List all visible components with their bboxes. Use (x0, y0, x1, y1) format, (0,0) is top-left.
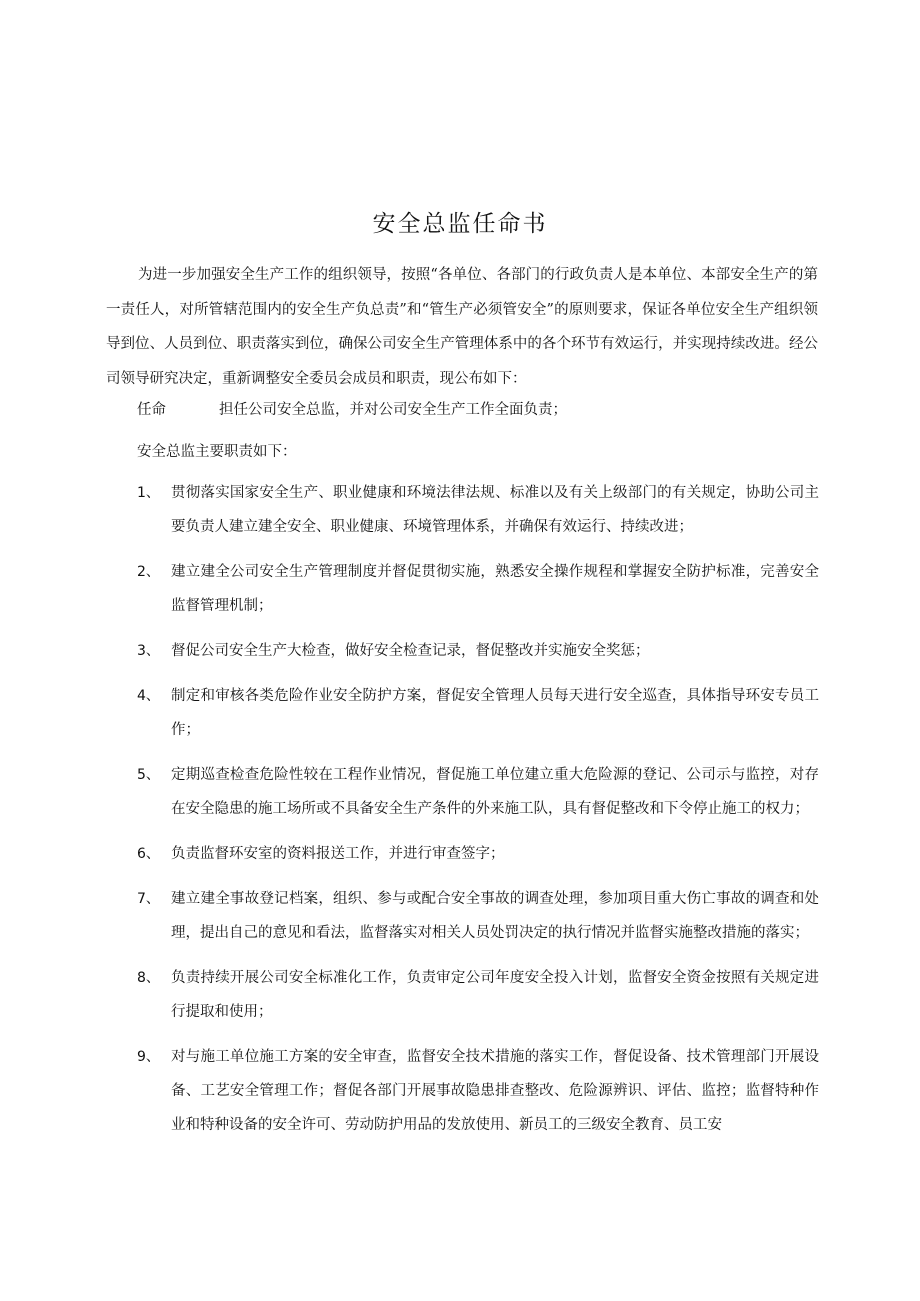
duty-number: 3、 (137, 643, 160, 659)
duty-text-first: 定期巡查检查危险性较在工程作业情况，督促施工单位建立重大危险源的登记、公司示与监控， (171, 767, 790, 783)
appointment-text: 担任公司安全总监，并对公司安全生产工作全面负责； (219, 402, 567, 418)
duty-text-first: 建立建全事故登记档案，组织、参与或配合安全事故的调查处理，参加项目重大伤亡事故的调查 (171, 891, 790, 907)
duty-text-rest: 安全监督管理机制； (171, 564, 819, 614)
duty-item (137, 476, 819, 544)
appointment-label: 任命 (137, 402, 166, 418)
duty-text-first: 负责监督环安室的资料报送工作，并进行审查签字； (171, 846, 505, 862)
duty-item (137, 555, 819, 623)
duties-list (137, 476, 819, 1153)
duty-text-rest: 司主要负责人建立建全安全、职业健康、环境管理体系，并确保有效运行、持续改进； (171, 485, 819, 535)
duty-item (137, 961, 819, 1029)
duty-text-first: 负责持续开展公司安全标准化工作，负责审定公司年度安全投入计划，监督安全资金按照有关规 (171, 970, 790, 986)
duty-item (137, 634, 819, 668)
duty-number: 4、 (137, 688, 160, 704)
appointment-line (137, 394, 817, 426)
duty-item (137, 679, 819, 747)
duty-item (137, 837, 819, 871)
duty-text-rest: 展设备、工艺安全管理工作；督促各部门开展事故隐患排查整改、危险源辨识、评估、监控；监督特种作业和特种设备的安全许可、劳动防护用品的发放使用、新员工的三级安全教育、员工安 (171, 1049, 819, 1133)
duty-number: 1、 (137, 485, 160, 501)
duty-item (137, 882, 819, 950)
duty-number: 7、 (137, 891, 160, 907)
duty-text-first: 建立建全公司安全生产管理制度并督促贯彻实施，熟悉安全操作规程和掌握安全防护标准，完善 (171, 564, 790, 580)
duty-text-first: 贯彻落实国家安全生产、职业健康和环境法律法规、标准以及有关上级部门的有关规定，协助公 (171, 485, 790, 501)
duties-heading: 安全总监主要职责如下： (137, 444, 297, 460)
intro-paragraph: 为进一步加强安全生产工作的组织领导，按照“各单位、各部门的行政负责人是本单位、本部安全生产的第一责任人，对所管辖范围内的安全生产负总责”和“管生产必须管安全”的原则要求，保证各单位安全生产组织领导到位、人员到位、职责落实到位，确保公司安全生产管理体系中的各个环节有效运行，并实现持续改进。经公司领导研究决定，重新调整安全委员会成员和职责，现公布如下： (106, 267, 818, 387)
duty-item (137, 1040, 819, 1142)
duty-number: 2、 (137, 564, 160, 580)
duty-number: 8、 (137, 970, 160, 986)
duty-text-first: 督促公司安全生产大检查，做好安全检查记录，督促整改并实施安全奖惩； (171, 643, 650, 659)
duty-number: 9、 (137, 1049, 160, 1065)
duty-text-first: 制定和审核各类危险作业安全防护方案，督促安全管理人员每天进行安全巡查，具体指导环安专 (171, 688, 790, 704)
duty-text-first: 对与施工单位施工方案的安全审查，监督安全技术措施的落实工作，督促设备、技术管理部门开 (171, 1049, 790, 1065)
duty-text-rest: 和处理，提出自己的意见和看法，监督落实对相关人员处罚决定的执行情况并监督实施整改措施的落实； (171, 891, 819, 941)
duty-number: 5、 (137, 767, 160, 783)
duty-text-rest: 对存在安全隐患的施工场所或不具备安全生产条件的外来施工队，具有督促整改和下令停止施工的权力； (171, 767, 819, 817)
duty-text-rest: 定进行提取和使用； (171, 970, 819, 1020)
duty-number: 6、 (137, 846, 160, 862)
duty-text-rest: 员工作； (171, 688, 819, 738)
duty-item (137, 758, 819, 826)
page-title: 安全总监任命书 (372, 211, 548, 237)
